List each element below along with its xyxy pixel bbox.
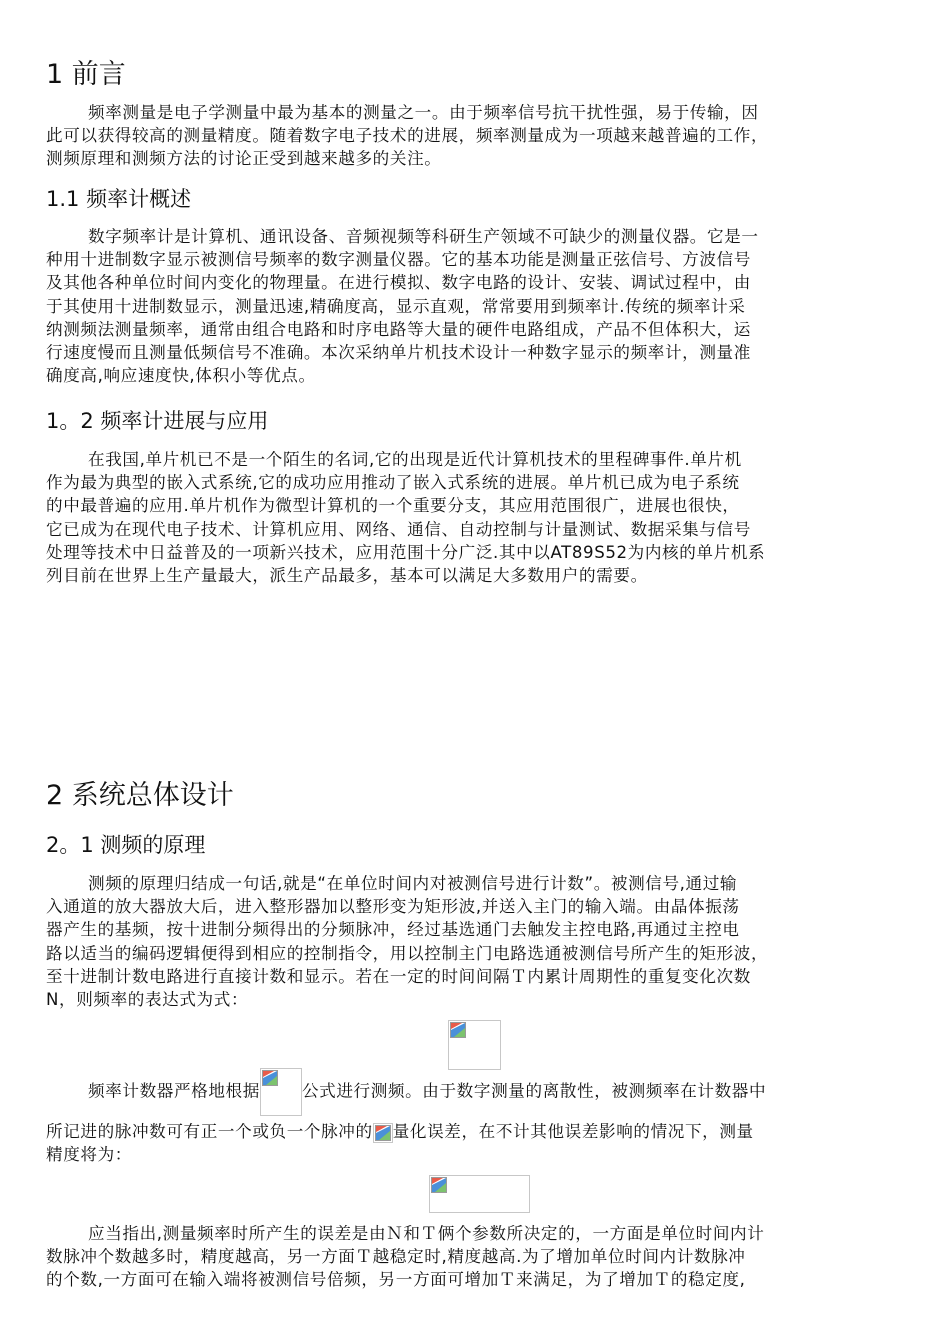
text-line: 列目前在世界上生产量最大，派生产品最多，基本可以满足大多数用户的需要。 — [46, 566, 648, 586]
section-1-title: 1 前言 — [46, 59, 126, 90]
text-line: 数字频率计是计算机、通讯设备、音频视频等科研生产领域不可缺少的测量仪器。它是一 — [88, 227, 759, 246]
text-line: 确度高,响应速度快,体积小等优点。 — [46, 366, 316, 386]
text-line: 种用十进制数字显示被测信号频率的数字测量仪器。它的基本功能是测量正弦信号、方波信号 — [46, 250, 751, 270]
inline-formula-image — [260, 1068, 302, 1116]
text-line: 此可以获得较高的测量精度。随着数字电子技术的进展，频率测量成为一项越来越普遍的工作， — [46, 126, 769, 146]
subsection-1-1-title: 1.1 频率计概述 — [46, 187, 192, 211]
text-line: 及其他各种单位时间内变化的物理量。在进行模拟、数字电路的设计、安装、调试过程中，由 — [46, 273, 751, 293]
broken-image-icon — [431, 1177, 447, 1193]
text-line: 在我国,单片机已不是一个陌生的名词,它的出现是近代计算机技术的里程碑事件.单片机 — [88, 450, 742, 469]
text-line: 器产生的基频，按十进制分频得出的分频脉冲，经过基选通门去触发主控电路,再通过主控电 — [46, 920, 740, 940]
formula-image-frequency — [448, 1020, 501, 1070]
text-line: 的中最普遍的应用.单片机作为微型计算机的一个重要分支，其应用范围很广，进展也很快， — [46, 496, 740, 516]
subsection-1-2-body — [46, 448, 908, 587]
subsection-2-1-body — [46, 872, 908, 1011]
subsection-1-1-body — [46, 225, 908, 387]
text-line: 入通道的放大器放大后，进入整形器加以整形变为矩形波,并送入主门的输入端。由晶体振荡 — [46, 897, 740, 917]
subsection-1-2-title: 1。2 频率计进展与应用 — [46, 409, 269, 433]
section-2-title: 2 系统总体设计 — [46, 780, 234, 811]
paragraph-error-analysis — [46, 1222, 908, 1292]
inline-text: 频率计数器严格地根据 — [88, 1081, 260, 1101]
text-line: 行速度慢而且测量低频信号不准确。本次采纳单片机技术设计一种数字显示的频率计，测量准 — [46, 343, 751, 363]
inline-text: 所记进的脉冲数可有正一个或负一个脉冲的 — [46, 1122, 373, 1141]
text-line: 的个数,一方面可在输入端将被测信号倍频，另一方面可增加Ｔ来满足，为了增加Ｔ的稳定度, — [46, 1270, 746, 1290]
text-line: 于其使用十进制数显示，测量迅速,精确度高，显示直观，常常要用到频率计.传统的频率计采 — [46, 296, 746, 316]
text-line — [46, 1068, 908, 1116]
text-line: 纳测频法测量频率，通常由组合电路和时序电路等大量的硬件电路组成，产品不但体积大，运 — [46, 319, 751, 339]
inline-text: 量化误差，在不计其他误差影响的情况下，测量 — [392, 1122, 754, 1141]
text-line: 数脉冲个数越多时，精度越高，另一方面Ｔ越稳定时,精度越高.为了增加单位时间内计数脉冲 — [46, 1247, 746, 1267]
broken-image-icon — [262, 1070, 278, 1086]
text-line: 它已成为在现代电子技术、计算机应用、网络、通信、自动控制与计量测试、数据采集与信号 — [46, 519, 751, 539]
text-line: 作为最为典型的嵌入式系统,它的成功应用推动了嵌入式系统的进展。单片机已成为电子系统 — [46, 473, 740, 493]
paragraph-measurement-error — [46, 1068, 908, 1166]
text-line: 处理等技术中日益普及的一项新兴技术，应用范围十分广泛.其中以AT89S52为内核的单片机系 — [46, 542, 766, 562]
formula-image-precision — [429, 1175, 530, 1213]
text-line: 应当指出,测量频率时所产生的误差是由Ｎ和Ｔ俩个参数所决定的，一方面是单位时间内计 — [88, 1224, 765, 1243]
section-1-intro — [46, 101, 908, 171]
text-line: 精度将为： — [46, 1145, 132, 1165]
inline-text: 公式进行测频。由于数字测量的离散性，被测频率在计数器中 — [301, 1081, 767, 1101]
text-line — [46, 1120, 908, 1143]
inline-formula-image — [373, 1123, 393, 1143]
broken-image-icon — [375, 1125, 391, 1141]
text-line: 至十进制计数电路进行直接计数和显示。若在一定的时间间隔Ｔ内累计周期性的重复变化次数 — [46, 966, 751, 986]
text-line: N，则频率的表达式为式： — [46, 990, 249, 1010]
text-line: 路以适当的编码逻辑便得到相应的控制指令，用以控制主门电路选通被测信号所产生的矩形波， — [46, 943, 769, 963]
text-line: 测频原理和测频方法的讨论正受到越来越多的关注。 — [46, 149, 442, 169]
text-line: 频率测量是电子学测量中最为基本的测量之一。由于频率信号抗干扰性强，易于传输，因 — [88, 103, 759, 122]
broken-image-icon — [450, 1022, 466, 1038]
text-line: 测频的原理归结成一句话,就是“在单位时间内对被测信号进行计数”。被测信号,通过输 — [88, 874, 738, 893]
subsection-2-1-title: 2。1 测频的原理 — [46, 833, 206, 857]
